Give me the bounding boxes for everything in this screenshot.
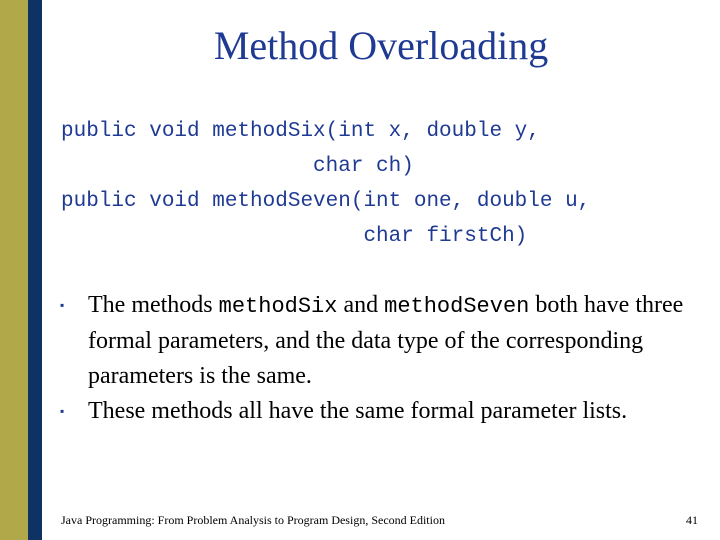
bullet-text: both have three formal parameters, and the data type of the corresponding parameters is the same.	[88, 292, 684, 389]
bullet-list	[60, 288, 700, 429]
slide-title: Method Overloading	[213, 23, 549, 68]
code-line: public void methodSix(int x, double y,	[61, 120, 540, 143]
code-line: char ch)	[61, 155, 414, 178]
bullet-item	[60, 394, 700, 429]
code-block	[61, 114, 590, 254]
bullet-item	[60, 288, 700, 394]
left-accent-bar-olive	[0, 0, 28, 540]
bullet-text: and	[337, 292, 385, 318]
square-bullet-icon: ▪	[60, 298, 65, 312]
bullet-text: The methods	[88, 292, 219, 318]
inline-code: methodSix	[218, 294, 338, 319]
code-line: public void methodSeven(int one, double u,	[61, 190, 591, 213]
bullet-text: These methods all have the same formal parameter lists.	[88, 398, 628, 424]
left-accent-bar-navy	[28, 0, 42, 540]
page-number: 41	[686, 513, 698, 527]
square-bullet-icon: ▪	[60, 404, 65, 418]
code-line: char firstCh)	[61, 225, 528, 248]
footer-source: Java Programming: From Problem Analysis to Program Design, Second Edition	[61, 513, 445, 527]
inline-code: methodSeven	[384, 294, 530, 319]
